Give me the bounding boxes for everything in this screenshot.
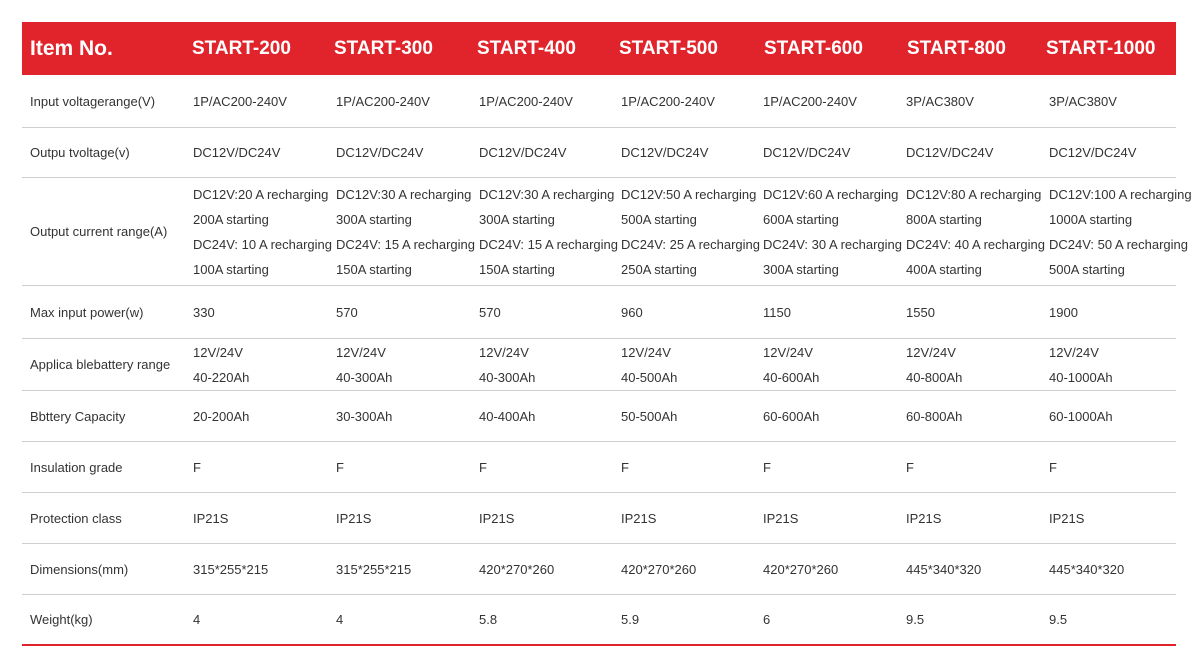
cell-line: 9.5 bbox=[906, 612, 925, 627]
cell-line: 1P/AC200-240V bbox=[479, 93, 573, 109]
header-model: START-200 bbox=[192, 38, 291, 59]
table-row bbox=[22, 391, 1176, 442]
cell-line: 40-300Ah bbox=[336, 369, 393, 385]
cell-line: 12V/24V bbox=[621, 344, 671, 360]
table-row bbox=[22, 493, 1176, 544]
table-cell bbox=[621, 128, 708, 177]
cell-line: 445*340*320 bbox=[1049, 561, 1125, 577]
cell-line: 300A starting bbox=[479, 211, 555, 227]
header-item-no: Item No. bbox=[30, 37, 113, 60]
cell-line: IP21S bbox=[1049, 510, 1085, 526]
table-cell bbox=[763, 595, 770, 644]
cell-line: DC24V: 15 A recharging bbox=[479, 236, 618, 252]
table-cell bbox=[621, 493, 656, 543]
table-cell bbox=[1049, 339, 1113, 390]
cell-line: 40-220Ah bbox=[193, 369, 250, 385]
cell-line: 60-800Ah bbox=[906, 408, 963, 424]
table-cell bbox=[479, 493, 514, 543]
cell-line: 40-300Ah bbox=[479, 369, 536, 385]
table-cell bbox=[906, 75, 974, 127]
table-cell bbox=[1049, 75, 1117, 127]
table-cell bbox=[621, 286, 643, 338]
table-cell bbox=[906, 128, 993, 177]
cell-line: 1000A starting bbox=[1049, 211, 1133, 227]
table-cell bbox=[193, 286, 215, 338]
cell-line: 12V/24V bbox=[906, 344, 956, 360]
cell-line: 3P/AC380V bbox=[1049, 93, 1117, 109]
row-label: Max input power(w) bbox=[30, 304, 144, 320]
table-cell bbox=[479, 442, 487, 492]
table-cell bbox=[479, 178, 618, 285]
table-cell bbox=[906, 442, 914, 492]
table-cell bbox=[336, 544, 411, 594]
cell-line: 3P/AC380V bbox=[906, 93, 974, 109]
cell-line: 50-500Ah bbox=[621, 408, 678, 424]
cell-line: 1P/AC200-240V bbox=[763, 93, 857, 109]
cell-line: 400A starting bbox=[906, 261, 982, 277]
cell-line: 40-600Ah bbox=[763, 369, 820, 385]
header-model: START-600 bbox=[764, 38, 863, 59]
cell-line: 4 bbox=[336, 612, 344, 627]
table-cell bbox=[479, 391, 535, 441]
cell-line: 1P/AC200-240V bbox=[336, 93, 430, 109]
table-cell bbox=[763, 75, 857, 127]
cell-line: IP21S bbox=[193, 510, 229, 526]
cell-line: 1900 bbox=[1049, 304, 1078, 320]
cell-line: DC12V/DC24V bbox=[906, 145, 994, 160]
table-cell bbox=[336, 75, 430, 127]
cell-line: 60-1000Ah bbox=[1049, 408, 1113, 424]
cell-line: DC24V: 50 A recharging bbox=[1049, 236, 1188, 252]
table-row bbox=[22, 178, 1192, 286]
cell-line: DC24V: 10 A recharging bbox=[193, 236, 332, 252]
table-row bbox=[22, 442, 1176, 493]
table-cell bbox=[193, 128, 280, 177]
cell-line: 800A starting bbox=[906, 211, 982, 227]
table-cell bbox=[336, 339, 392, 390]
cell-line: DC24V: 25 A recharging bbox=[621, 236, 760, 252]
table-cell bbox=[621, 178, 760, 285]
cell-line: 5.9 bbox=[621, 612, 640, 627]
table-row bbox=[22, 286, 1176, 339]
cell-line: 4 bbox=[193, 612, 201, 627]
cell-line: DC12V/DC24V bbox=[193, 145, 281, 160]
cell-line: IP21S bbox=[336, 510, 372, 526]
table-cell bbox=[763, 442, 771, 492]
cell-line: 420*270*260 bbox=[621, 561, 697, 577]
cell-line: F bbox=[621, 459, 629, 475]
cell-line: DC12V:20 A recharging bbox=[193, 186, 329, 202]
table-cell bbox=[336, 442, 344, 492]
table-cell bbox=[763, 493, 798, 543]
table-cell bbox=[621, 442, 629, 492]
spec-table bbox=[22, 22, 1192, 646]
table-cell bbox=[763, 339, 819, 390]
cell-line: 150A starting bbox=[479, 261, 555, 277]
cell-line: 570 bbox=[336, 304, 358, 320]
cell-line: 60-600Ah bbox=[763, 408, 820, 424]
cell-line: 420*270*260 bbox=[763, 561, 839, 577]
table-body bbox=[22, 75, 1192, 646]
cell-line: 12V/24V bbox=[1049, 344, 1099, 360]
table-cell bbox=[193, 391, 249, 441]
table-cell bbox=[193, 75, 287, 127]
cell-line: 40-400Ah bbox=[479, 408, 536, 424]
table-cell bbox=[479, 128, 566, 177]
cell-line: 12V/24V bbox=[193, 344, 243, 360]
table-cell bbox=[479, 595, 497, 644]
table-cell bbox=[621, 75, 715, 127]
cell-line: DC12V/DC24V bbox=[621, 145, 709, 160]
table-cell bbox=[763, 544, 838, 594]
cell-line: DC12V:60 A recharging bbox=[763, 186, 899, 202]
table-cell bbox=[906, 178, 1045, 285]
table-cell bbox=[763, 128, 850, 177]
cell-line: 445*340*320 bbox=[906, 561, 982, 577]
cell-line: DC24V: 15 A recharging bbox=[336, 236, 475, 252]
table-cell bbox=[763, 286, 791, 338]
table-cell bbox=[1049, 178, 1192, 285]
cell-line: 315*255*215 bbox=[336, 561, 412, 577]
cell-line: F bbox=[336, 459, 344, 475]
cell-line: DC12V:30 A recharging bbox=[479, 186, 615, 202]
cell-line: 40-1000Ah bbox=[1049, 369, 1113, 385]
header-model: START-300 bbox=[334, 38, 433, 59]
cell-line: 420*270*260 bbox=[479, 561, 555, 577]
cell-line: DC12V:80 A recharging bbox=[906, 186, 1042, 202]
cell-line: IP21S bbox=[906, 510, 942, 526]
cell-line: 12V/24V bbox=[479, 344, 529, 360]
table-cell bbox=[621, 339, 677, 390]
table-cell bbox=[763, 178, 902, 285]
cell-line: IP21S bbox=[621, 510, 657, 526]
cell-line: DC24V: 40 A recharging bbox=[906, 236, 1045, 252]
header-model: START-500 bbox=[619, 38, 718, 59]
cell-line: 1P/AC200-240V bbox=[621, 93, 715, 109]
cell-line: 40-800Ah bbox=[906, 369, 963, 385]
cell-line: IP21S bbox=[763, 510, 799, 526]
table-cell bbox=[1049, 544, 1124, 594]
header-model: START-800 bbox=[907, 38, 1006, 59]
table-cell bbox=[906, 493, 941, 543]
table-cell bbox=[906, 595, 924, 644]
cell-line: IP21S bbox=[479, 510, 515, 526]
cell-line: 330 bbox=[193, 304, 215, 320]
cell-line: 150A starting bbox=[336, 261, 412, 277]
cell-line: 1P/AC200-240V bbox=[193, 93, 287, 109]
cell-line: 6 bbox=[763, 612, 771, 627]
row-label: Bbttery Capacity bbox=[30, 408, 126, 424]
table-cell bbox=[479, 544, 554, 594]
row-label: Dimensions(mm) bbox=[30, 561, 129, 577]
cell-line: 300A starting bbox=[763, 261, 839, 277]
table-cell bbox=[193, 178, 332, 285]
table-cell bbox=[621, 544, 696, 594]
cell-line: DC12V/DC24V bbox=[763, 145, 851, 160]
table-cell bbox=[193, 595, 200, 644]
cell-line: 1150 bbox=[763, 304, 791, 320]
cell-line: DC12V/DC24V bbox=[479, 145, 567, 160]
table-row bbox=[22, 544, 1176, 595]
cell-line: 960 bbox=[621, 304, 643, 320]
table-cell bbox=[1049, 391, 1113, 441]
table-cell bbox=[479, 286, 501, 338]
cell-line: F bbox=[906, 459, 914, 475]
cell-line: 600A starting bbox=[763, 211, 839, 227]
table-cell bbox=[621, 391, 677, 441]
table-cell bbox=[1049, 595, 1067, 644]
table-cell bbox=[193, 493, 228, 543]
cell-line: 570 bbox=[479, 304, 501, 320]
cell-line: 12V/24V bbox=[336, 344, 386, 360]
cell-line: F bbox=[763, 459, 771, 475]
cell-line: DC12V/DC24V bbox=[1049, 145, 1137, 160]
cell-line: 200A starting bbox=[193, 211, 269, 227]
table-cell bbox=[621, 595, 639, 644]
cell-line: F bbox=[193, 459, 201, 475]
cell-line: DC12V:50 A recharging bbox=[621, 186, 757, 202]
table-row bbox=[22, 595, 1176, 646]
cell-line: 315*255*215 bbox=[193, 561, 269, 577]
table-header bbox=[22, 22, 1176, 75]
cell-line: 9.5 bbox=[1049, 612, 1068, 627]
table-cell bbox=[906, 286, 935, 338]
table-cell bbox=[336, 178, 475, 285]
cell-line: 100A starting bbox=[193, 261, 269, 277]
cell-line: 500A starting bbox=[621, 211, 697, 227]
table-row bbox=[22, 75, 1176, 128]
table-cell bbox=[763, 391, 819, 441]
table-cell bbox=[336, 286, 358, 338]
table-cell bbox=[1049, 286, 1078, 338]
cell-line: DC12V:100 A recharging bbox=[1049, 186, 1192, 202]
cell-line: 20-200Ah bbox=[193, 408, 250, 424]
table-cell bbox=[479, 75, 573, 127]
table-cell bbox=[336, 391, 392, 441]
header-model: START-400 bbox=[477, 38, 576, 59]
cell-line: 1550 bbox=[906, 304, 935, 320]
table-cell bbox=[336, 128, 423, 177]
table-cell bbox=[336, 595, 343, 644]
cell-line: 250A starting bbox=[621, 261, 697, 277]
cell-line: 500A starting bbox=[1049, 261, 1125, 277]
row-label: Outpu tvoltage(v) bbox=[30, 145, 130, 160]
cell-line: 300A starting bbox=[336, 211, 412, 227]
table-cell bbox=[906, 544, 981, 594]
table-cell bbox=[193, 339, 249, 390]
table-cell bbox=[906, 391, 962, 441]
row-label: Output current range(A) bbox=[30, 224, 168, 239]
cell-line: F bbox=[479, 459, 487, 475]
table-cell bbox=[1049, 442, 1057, 492]
table-cell bbox=[193, 442, 201, 492]
row-label: Applica blebattery range bbox=[30, 357, 171, 372]
cell-line: F bbox=[1049, 459, 1057, 475]
cell-line: 5.8 bbox=[479, 612, 498, 627]
cell-line: 40-500Ah bbox=[621, 369, 678, 385]
cell-line: DC24V: 30 A recharging bbox=[763, 236, 902, 252]
cell-line: DC12V/DC24V bbox=[336, 145, 424, 160]
table-row bbox=[22, 339, 1176, 391]
row-label: Weight(kg) bbox=[30, 612, 93, 627]
cell-line: 30-300Ah bbox=[336, 408, 393, 424]
row-label: Input voltagerange(V) bbox=[30, 93, 156, 109]
table-cell bbox=[193, 544, 268, 594]
cell-line: 12V/24V bbox=[763, 344, 813, 360]
cell-line: DC12V:30 A recharging bbox=[336, 186, 472, 202]
table-cell bbox=[479, 339, 535, 390]
row-label: Insulation grade bbox=[30, 459, 123, 475]
table-cell bbox=[1049, 128, 1136, 177]
header-model: START-1000 bbox=[1046, 38, 1156, 59]
table-cell bbox=[336, 493, 371, 543]
table-row bbox=[22, 128, 1176, 178]
table-cell bbox=[1049, 493, 1084, 543]
table-cell bbox=[906, 339, 962, 390]
row-label: Protection class bbox=[30, 510, 122, 526]
